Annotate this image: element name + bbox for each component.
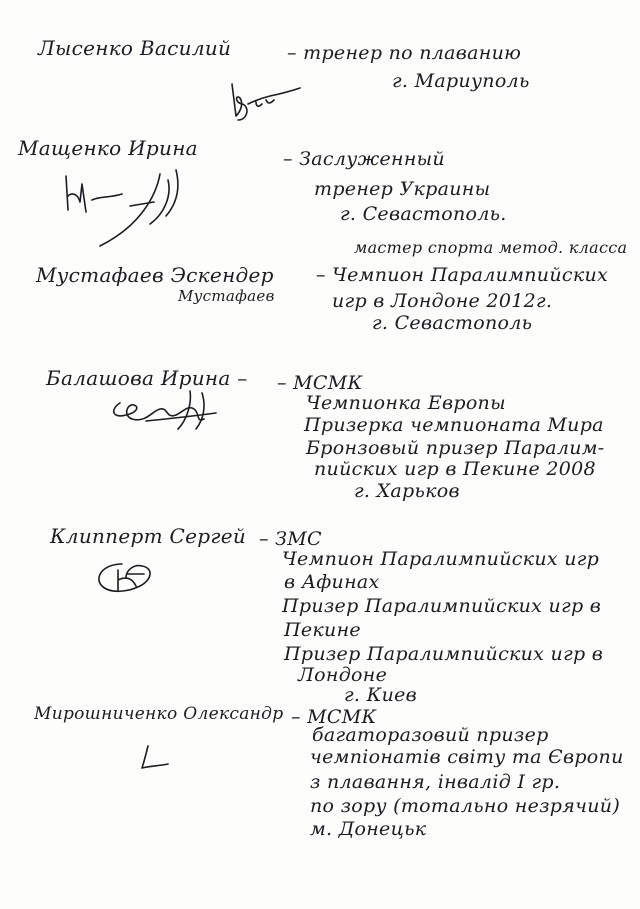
entry-4-signature <box>106 385 226 435</box>
entry-3-line-4: г. Севастополь <box>372 312 533 334</box>
entry-5-line-4: Призер Паралимпийских игр в <box>282 595 602 617</box>
entry-5-line-1: – ЗМС <box>259 528 322 550</box>
entry-6-line-1: – МСМК <box>291 706 377 728</box>
entry-1-line-2: г. Мариуполь <box>392 70 530 92</box>
entry-1-name: Лысенко Василий <box>38 36 232 60</box>
entry-5-line-5: Пекине <box>284 619 361 641</box>
entry-3-name: Мустафаев Эскендер <box>36 263 274 287</box>
entry-4-line-1: – МСМК <box>277 372 363 394</box>
entry-4-line-2: Чемпионка Европы <box>306 392 506 414</box>
entry-6-line-3: чемпіонатів світу та Європи <box>310 746 624 768</box>
entry-5-line-8: г. Киев <box>344 684 418 706</box>
entry-4-line-6: г. Харьков <box>354 480 460 502</box>
entry-2-line-2: тренер Украины <box>314 178 491 200</box>
entry-6-line-4: з плавання, інвалід I гр. <box>310 771 561 793</box>
entry-5-line-3: в Афинах <box>284 571 380 593</box>
entry-2-signature <box>60 166 200 250</box>
entry-3-line-1: мастер спорта метод. класса <box>354 238 628 257</box>
entry-4-line-5: пийских игр в Пекине 2008 <box>314 458 596 480</box>
entry-5-line-6: Призер Паралимпийских игр в <box>284 643 604 665</box>
entry-1-line-1: – тренер по плаванию <box>287 42 522 64</box>
entry-5-name: Клипперт Сергей <box>50 524 247 548</box>
entry-2-line-1: – Заслуженный <box>283 148 445 170</box>
entry-3-signature-name: Мустафаев <box>178 287 275 305</box>
entry-4-line-4: Бронзовый призер Паралим- <box>306 437 605 459</box>
entry-3-line-2: – Чемпион Паралимпийских <box>316 264 609 286</box>
entry-5-line-2: Чемпион Паралимпийских игр <box>282 548 600 570</box>
entry-6-signature <box>138 740 178 774</box>
entry-1-signature <box>226 74 306 126</box>
entry-6-name: Мирошниченко Олександр <box>34 704 284 724</box>
entry-2-name: Мащенко Ирина <box>18 136 198 160</box>
entry-6-line-5: по зору (тотально незрячий) <box>310 795 621 817</box>
entry-6-line-6: м. Донецьк <box>310 818 427 840</box>
entry-4-name: Балашова Ирина – <box>46 366 248 390</box>
entry-6-line-2: багаторазовий призер <box>312 724 549 746</box>
entry-4-line-3: Призерка чемпионата Мира <box>304 414 604 436</box>
entry-5-signature <box>92 556 162 598</box>
entry-2-line-3: г. Севастополь. <box>340 203 507 225</box>
entry-3-line-3: игр в Лондоне 2012г. <box>332 290 553 312</box>
entry-5-line-7: Лондоне <box>298 664 388 686</box>
